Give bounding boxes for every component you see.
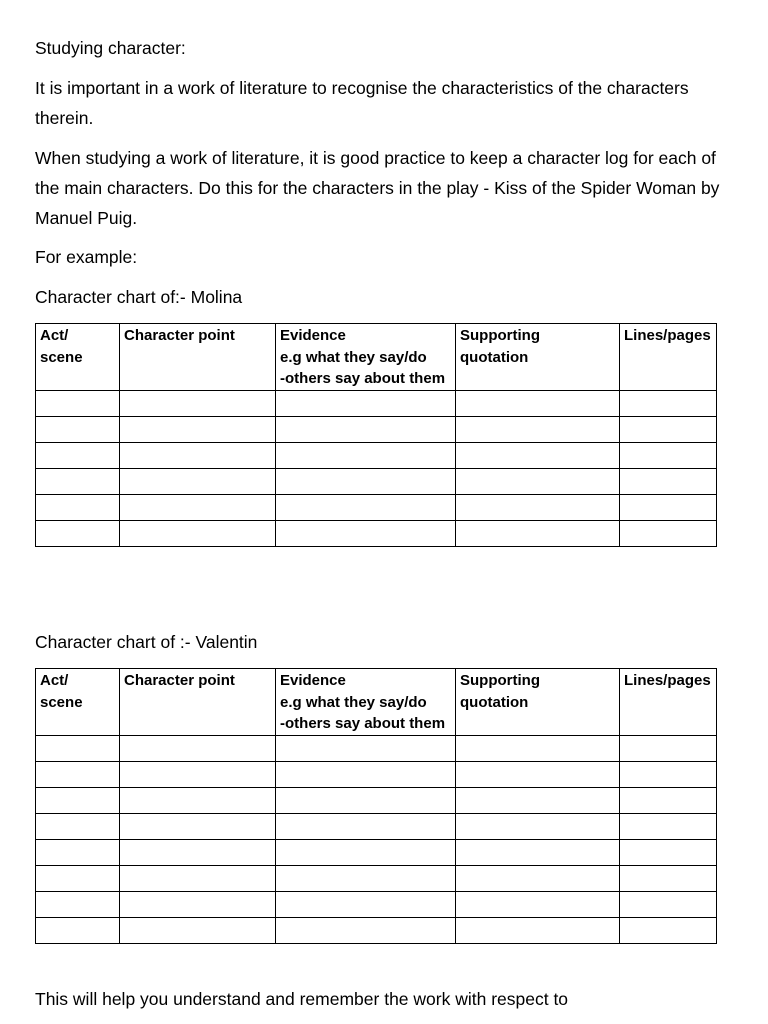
evidence-cell[interactable] [276, 468, 456, 494]
table-row [36, 735, 717, 761]
header-act-scene: Act/ scene [36, 324, 120, 391]
character-point-cell[interactable] [120, 865, 276, 891]
table-row [36, 787, 717, 813]
character-chart-valentin [35, 668, 717, 944]
lines-pages-cell[interactable] [620, 917, 717, 943]
evidence-cell[interactable] [276, 390, 456, 416]
character-point-cell[interactable] [120, 442, 276, 468]
act-scene-cell[interactable] [36, 839, 120, 865]
chart-caption-valentin: Character chart of :- Valentin [35, 632, 258, 652]
table-row [36, 865, 717, 891]
lines-pages-cell[interactable] [620, 468, 717, 494]
table-row [36, 761, 717, 787]
table-row [36, 520, 717, 546]
lines-pages-cell[interactable] [620, 839, 717, 865]
character-point-cell[interactable] [120, 520, 276, 546]
document-heading: Studying character: [35, 38, 186, 58]
act-scene-cell[interactable] [36, 761, 120, 787]
supporting-quotation-cell[interactable] [456, 442, 620, 468]
act-scene-cell[interactable] [36, 494, 120, 520]
act-scene-cell[interactable] [36, 865, 120, 891]
header-supporting-quotation: Supporting quotation [456, 324, 620, 391]
closing-paragraph: This will help you understand and remember the work with respect to [35, 989, 569, 1009]
act-scene-cell[interactable] [36, 416, 120, 442]
evidence-cell[interactable] [276, 494, 456, 520]
lines-pages-cell[interactable] [620, 416, 717, 442]
supporting-quotation-cell[interactable] [456, 390, 620, 416]
act-scene-cell[interactable] [36, 917, 120, 943]
table-row [36, 891, 717, 917]
header-supporting-quotation: Supporting quotation [456, 669, 620, 736]
table-row [36, 839, 717, 865]
act-scene-cell[interactable] [36, 787, 120, 813]
act-scene-cell[interactable] [36, 735, 120, 761]
act-scene-cell[interactable] [36, 442, 120, 468]
supporting-quotation-cell[interactable] [456, 520, 620, 546]
header-character-point: Character point [120, 324, 276, 391]
character-point-cell[interactable] [120, 787, 276, 813]
character-point-cell[interactable] [120, 839, 276, 865]
header-evidence: Evidence e.g what they say/do -others say about them [276, 669, 456, 736]
table-body [36, 390, 717, 546]
evidence-cell[interactable] [276, 917, 456, 943]
evidence-cell[interactable] [276, 839, 456, 865]
table-row [36, 468, 717, 494]
evidence-cell[interactable] [276, 761, 456, 787]
supporting-quotation-cell[interactable] [456, 735, 620, 761]
act-scene-cell[interactable] [36, 390, 120, 416]
table-row [36, 917, 717, 943]
table-row [36, 813, 717, 839]
character-point-cell[interactable] [120, 416, 276, 442]
table-row [36, 416, 717, 442]
evidence-cell[interactable] [276, 813, 456, 839]
character-point-cell[interactable] [120, 468, 276, 494]
supporting-quotation-cell[interactable] [456, 891, 620, 917]
act-scene-cell[interactable] [36, 891, 120, 917]
lines-pages-cell[interactable] [620, 787, 717, 813]
evidence-cell[interactable] [276, 416, 456, 442]
character-point-cell[interactable] [120, 761, 276, 787]
lines-pages-cell[interactable] [620, 865, 717, 891]
table-body [36, 735, 717, 943]
table-header-row [36, 324, 717, 391]
header-evidence: Evidence e.g what they say/do -others say about them [276, 324, 456, 391]
supporting-quotation-cell[interactable] [456, 416, 620, 442]
instructions-paragraph: When studying a work of literature, it is good practice to keep a character log for each of the main characters. Do this for the characters in the play - Kiss of the Spider Woman by Manuel Puig. [35, 148, 720, 228]
supporting-quotation-cell[interactable] [456, 761, 620, 787]
lines-pages-cell[interactable] [620, 442, 717, 468]
lines-pages-cell[interactable] [620, 390, 717, 416]
supporting-quotation-cell[interactable] [456, 787, 620, 813]
supporting-quotation-cell[interactable] [456, 494, 620, 520]
supporting-quotation-cell[interactable] [456, 865, 620, 891]
lines-pages-cell[interactable] [620, 520, 717, 546]
header-act-scene: Act/ scene [36, 669, 120, 736]
character-chart-molina [35, 323, 717, 547]
supporting-quotation-cell[interactable] [456, 813, 620, 839]
lines-pages-cell[interactable] [620, 735, 717, 761]
evidence-cell[interactable] [276, 787, 456, 813]
act-scene-cell[interactable] [36, 468, 120, 494]
intro-paragraph: It is important in a work of literature to recognise the characteristics of the characters therein. [35, 78, 689, 128]
example-label: For example: [35, 247, 138, 267]
lines-pages-cell[interactable] [620, 891, 717, 917]
act-scene-cell[interactable] [36, 520, 120, 546]
header-lines-pages: Lines/pages [620, 669, 717, 736]
table-row [36, 494, 717, 520]
supporting-quotation-cell[interactable] [456, 468, 620, 494]
lines-pages-cell[interactable] [620, 813, 717, 839]
lines-pages-cell[interactable] [620, 761, 717, 787]
evidence-cell[interactable] [276, 442, 456, 468]
supporting-quotation-cell[interactable] [456, 917, 620, 943]
character-point-cell[interactable] [120, 813, 276, 839]
table-header-row [36, 669, 717, 736]
character-point-cell[interactable] [120, 390, 276, 416]
character-point-cell[interactable] [120, 917, 276, 943]
evidence-cell[interactable] [276, 891, 456, 917]
chart-caption-molina: Character chart of:- Molina [35, 287, 243, 307]
character-point-cell[interactable] [120, 891, 276, 917]
lines-pages-cell[interactable] [620, 494, 717, 520]
evidence-cell[interactable] [276, 865, 456, 891]
act-scene-cell[interactable] [36, 813, 120, 839]
evidence-cell[interactable] [276, 735, 456, 761]
evidence-cell[interactable] [276, 520, 456, 546]
character-point-cell[interactable] [120, 494, 276, 520]
header-lines-pages: Lines/pages [620, 324, 717, 391]
table-row [36, 390, 717, 416]
header-character-point: Character point [120, 669, 276, 736]
character-point-cell[interactable] [120, 735, 276, 761]
table-row [36, 442, 717, 468]
supporting-quotation-cell[interactable] [456, 839, 620, 865]
